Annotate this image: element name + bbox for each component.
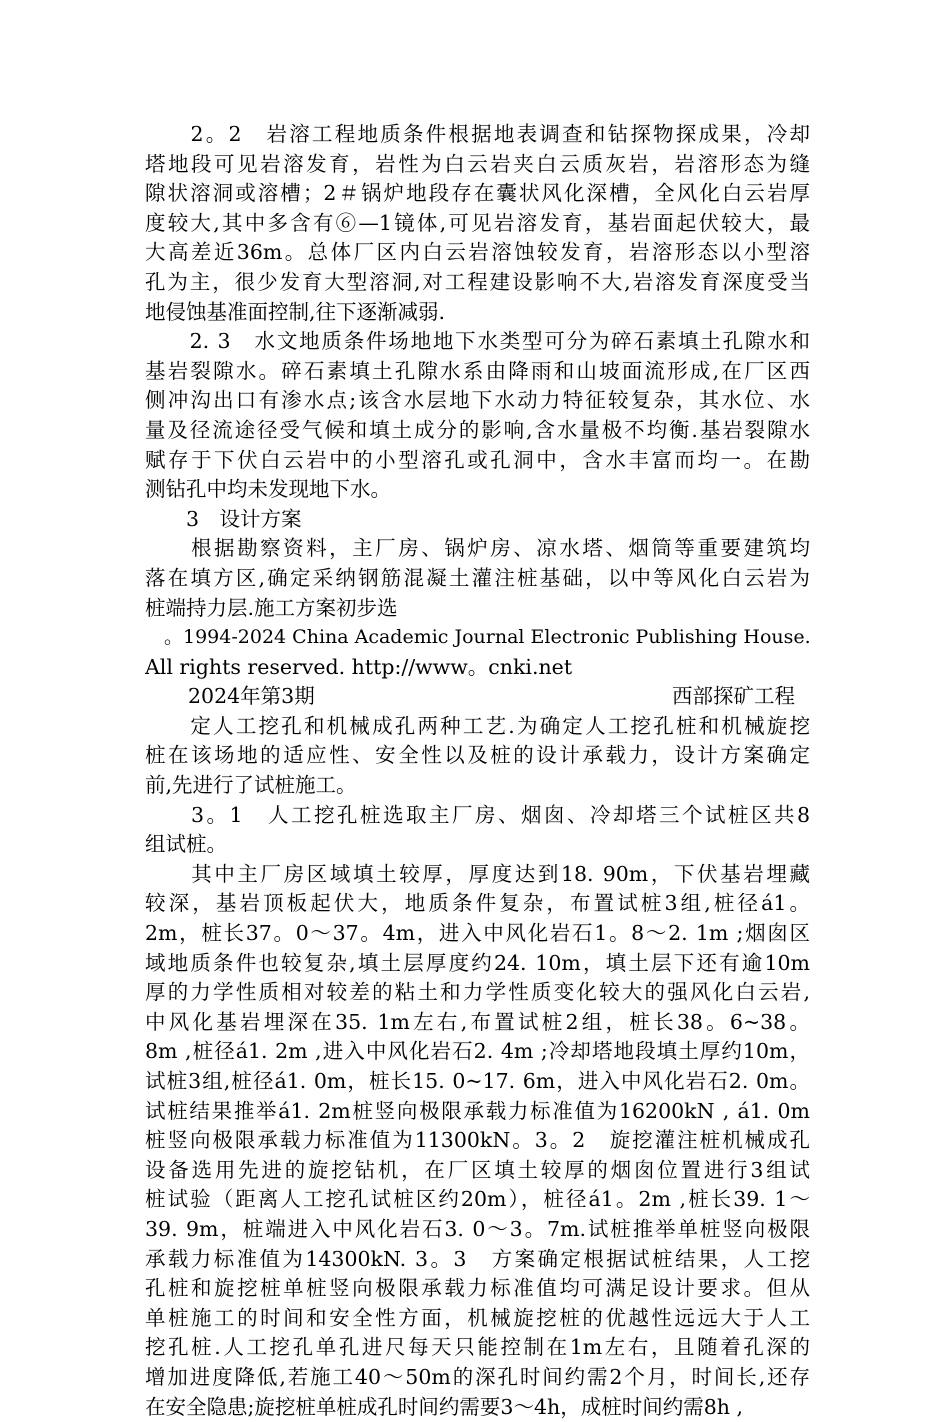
text-line: 度较大,其中多含有⑥—1镜体,可见岩溶发育，基岩面起伏较大，最 <box>145 210 810 235</box>
text-line: 赋存于下伏白云岩中的小型溶孔或孔洞中，含水丰富而均一。在勘 <box>145 447 810 472</box>
text-line: 孔为主，很少发育大型溶洞,对工程建设影响不大,岩溶发育深度受当 <box>145 269 810 294</box>
text-line: 单桩施工的时间和安全性方面，机械旋挖桩的优越性远远大于人工 <box>145 1305 810 1330</box>
copyright-line: 。1994-2024 China Academic Journal Electronic Publishing House. <box>145 626 811 649</box>
journal-name: 西部探矿工程 <box>672 684 795 709</box>
text-line: 量及径流途径受气候和填土成分的影响,含水量极不均衡.基岩裂隙水 <box>145 417 810 442</box>
document-page <box>145 120 810 1422</box>
text-line: 桩端持力层.施工方案初步选 <box>145 595 398 620</box>
text-line: 测钻孔中均未发现地下水。 <box>145 477 391 502</box>
text-line: 根据勘察资料，主厂房、锅炉房、凉水塔、烟筒等重要建筑均 <box>145 536 810 561</box>
section-design <box>145 712 810 1422</box>
section-geology <box>145 120 810 682</box>
text-line: 桩试验（距离人工挖孔试桩区约20m），桩径á1。2m ,桩长39. 1～ <box>145 1187 810 1212</box>
text-line: 试桩3组,桩径á1. 0m，桩长15. 0~17. 6m，进入中风化岩石2. 0m。 <box>145 1069 810 1093</box>
text-line: 其中主厂房区域填土较厚，厚度达到18. 90m，下伏基岩埋藏 <box>145 861 810 886</box>
text-line: 较深，基岩顶板起伏大，地质条件复杂，布置试桩3组,桩径á1。 <box>145 891 810 916</box>
text-line: 8m ,桩径á1. 2m ,进入中风化岩石2. 4m ;冷却塔地段填土厚约10m， <box>145 1039 810 1064</box>
text-line: 试桩结果推举á1. 2m桩竖向极限承载力标准值为16200kN , á1. 0m <box>145 1098 810 1123</box>
copyright-line: All rights reserved. http://www。cnki.net <box>145 654 573 679</box>
text-line: 落在填方区,确定采纳钢筋混凝土灌注桩基础，以中等风化白云岩为 <box>145 565 810 590</box>
text-line: 3。1 人工挖孔桩选取主厂房、烟囱、冷却塔三个试桩区共8 <box>145 802 810 827</box>
text-line: 2. 3 水文地质条件场地地下水类型可分为碎石素填土孔隙水和 <box>145 329 810 354</box>
text-line: 桩在该场地的适应性、安全性以及桩的设计承载力，设计方案确定 <box>145 743 810 768</box>
text-line: 设备选用先进的旋挖钻机，在厂区填土较厚的烟囱位置进行3组试 <box>145 1157 810 1182</box>
text-line: 地侵蚀基准面控制,往下逐渐减弱. <box>145 299 446 324</box>
text-line: 定人工挖孔和机械成孔两种工艺.为确定人工挖孔桩和机械旋挖 <box>145 713 810 738</box>
text-line: 塔地段可见岩溶发育，岩性为白云岩夹白云质灰岩，岩溶形态为缝 <box>145 151 810 176</box>
running-header <box>145 682 810 712</box>
section-heading: 3 设计方案 <box>145 506 302 531</box>
text-line: 域地质条件也较复杂,填土层厚度约24. 10m，填土层下还有逾10m <box>145 950 810 975</box>
text-line: 组试桩。 <box>145 832 227 857</box>
text-line: 在安全隐患;旋挖桩单桩成孔时间约需要3～4h，成桩时间约需8h , <box>145 1394 743 1419</box>
text-line: 2m，桩长37。0～37。4m，进入中风化岩石1。8～2. 1m ;烟囱区 <box>145 921 810 946</box>
text-line: 挖孔桩.人工挖孔单孔进尺每天只能控制在1m左右，且随着孔深的 <box>145 1335 810 1360</box>
text-line: 基岩裂隙水。碎石素填土孔隙水系由降雨和山坡面流形成,在厂区西 <box>145 358 810 383</box>
text-line: 增加进度降低,若施工40～50m的深孔时间约需2个月，时间长,还存 <box>145 1364 810 1389</box>
text-line: 侧冲沟出口有渗水点;该含水层地下水动力特征较复杂，其水位、水 <box>145 388 810 413</box>
text-line: 大高差近36m。总体厂区内白云岩溶蚀较发育，岩溶形态以小型溶 <box>145 240 810 265</box>
text-line: 隙状溶洞或溶槽；2＃锅炉地段存在囊状风化深槽，全风化白云岩厚 <box>145 181 810 206</box>
text-line: 厚的力学性质相对较差的粘土和力学性质变化较大的强风化白云岩, <box>145 980 810 1005</box>
issue-label: 2024年第3期 <box>188 684 315 709</box>
text-line: 前,先进行了试桩施工。 <box>145 773 357 798</box>
text-line: 承载力标准值为14300kN. 3。3 方案确定根据试桩结果，人工挖 <box>145 1246 810 1271</box>
text-line: 桩竖向极限承载力标准值为11300kN。3。2 旋挖灌注桩机械成孔 <box>145 1128 810 1153</box>
text-line: 孔桩和旋挖桩单桩竖向极限承载力标准值均可满足设计要求。但从 <box>145 1276 810 1301</box>
text-line: 2。2 岩溶工程地质条件根据地表调查和钻探物探成果，冷却 <box>145 122 810 146</box>
text-line: 39. 9m，桩端进入中风化岩石3. 0～3。7m.试桩推举单桩竖向极限 <box>145 1216 810 1241</box>
text-line: 中风化基岩埋深在35. 1m左右,布置试桩2组，桩长38。6~38。 <box>145 1009 810 1034</box>
